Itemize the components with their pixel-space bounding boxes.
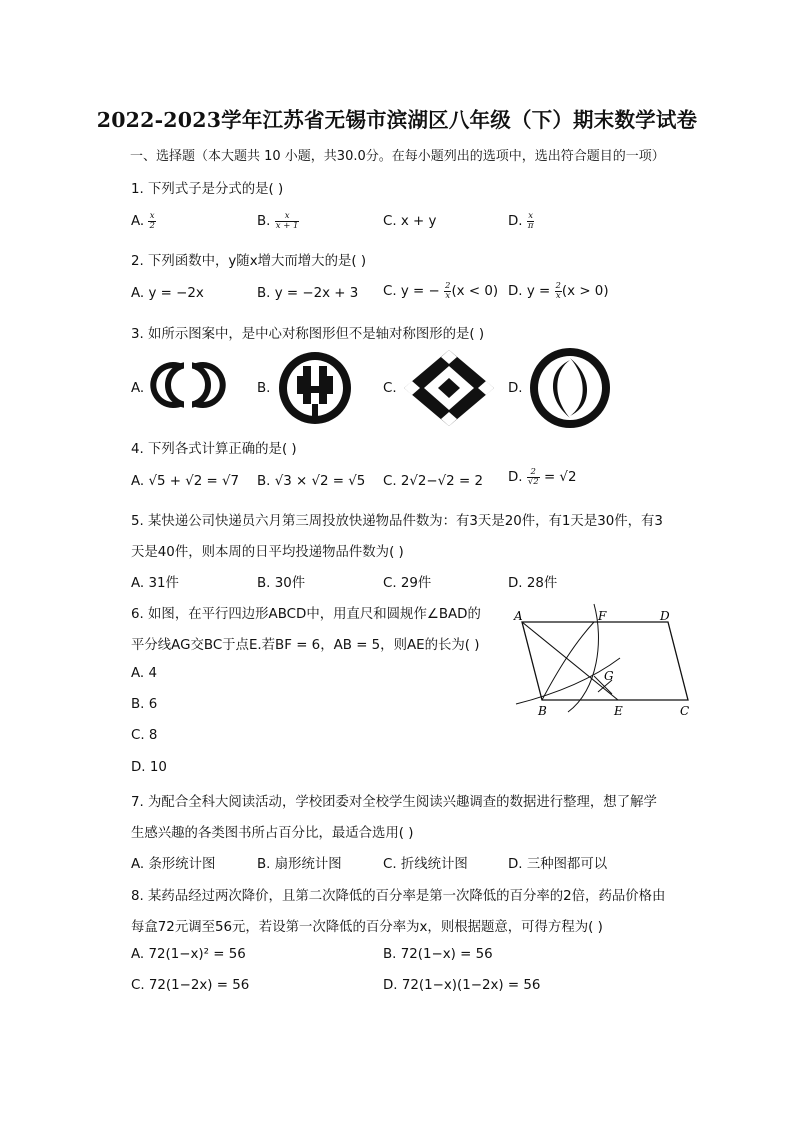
q4-d-fraction: $\frac{2}{√2}$	[527, 467, 539, 487]
q4-option-c[interactable]: C. 2√2−√2 = 2	[383, 474, 483, 489]
q6-option-d[interactable]: D. 10	[131, 760, 167, 775]
parallelogram-figure	[508, 600, 698, 722]
q1-option-a[interactable]	[131, 212, 156, 230]
q1-b-label: B.	[257, 214, 271, 229]
q6-option-a[interactable]: A. 4	[131, 666, 157, 681]
q2-c-domain: (x < 0)	[451, 284, 499, 299]
q2-c-lhs: C. y = −	[383, 284, 440, 299]
fig-label-b: B	[538, 704, 547, 718]
q8-option-d[interactable]: D. 72(1−x)(1−2x) = 56	[383, 978, 541, 993]
q7-option-d[interactable]: D. 三种图都可以	[508, 857, 608, 872]
fig-label-f: F	[598, 609, 607, 623]
q3-option-b-label[interactable]: B.	[257, 381, 271, 396]
q2-option-b[interactable]: B. y = −2x + 3	[257, 286, 359, 301]
q1-a-fraction: $\frac{x}{2}$	[149, 211, 155, 231]
fig-label-g: G	[604, 669, 614, 683]
q5-option-c[interactable]: C. 29件	[383, 576, 432, 591]
q2-option-d[interactable]	[508, 282, 609, 300]
q3-stem: 3. 如所示图案中，是中心对称图形但不是轴对称图形的是( )	[131, 327, 485, 342]
q5-option-a[interactable]: A. 31件	[131, 576, 179, 591]
q6-stem-line2: 平分线AG交BC于点E.若BF = 6，AB = 5，则AE的长为( )	[131, 638, 480, 653]
q5-option-b[interactable]: B. 30件	[257, 576, 306, 591]
section-heading: 一、选择题（本大题共 10 小题，共30.0分。在每小题列出的选项中，选出符合题目的一项）	[130, 149, 665, 164]
swirl-circle-logo-image	[528, 346, 612, 430]
q3-option-c-label[interactable]: C.	[383, 381, 397, 396]
q8-stem-line2: 每盒72元调至56元，若设第一次降低的百分率为x，则根据题意，可得方程为( )	[131, 920, 603, 935]
q2-d-domain: (x > 0)	[561, 284, 609, 299]
q2-option-c[interactable]	[383, 282, 498, 300]
q1-option-c[interactable]: C. x + y	[383, 214, 437, 229]
fig-label-a: A	[514, 609, 523, 623]
q5-option-d[interactable]: D. 28件	[508, 576, 558, 591]
q7-option-a[interactable]: A. 条形统计图	[131, 857, 216, 872]
q4-stem: 4. 下列各式计算正确的是( )	[131, 442, 297, 457]
q5-stem-line1: 5. 某快递公司快递员六月第三周投放快递物品件数为：有3天是20件，有1天是30件，有3	[131, 514, 663, 529]
q7-option-b[interactable]: B. 扇形统计图	[257, 857, 342, 872]
q3-option-d-label[interactable]: D.	[508, 381, 523, 396]
q6-option-b[interactable]: B. 6	[131, 697, 158, 712]
q2-stem: 2. 下列函数中，y随x增大而增大的是( )	[131, 254, 367, 269]
q8-option-c[interactable]: C. 72(1−2x) = 56	[131, 978, 250, 993]
fig-label-c: C	[680, 704, 690, 718]
circle-coin-logo-image	[275, 348, 355, 428]
q8-stem-line1: 8. 某药品经过两次降价，且第二次降低的百分率是第一次降低的百分率的2倍，药品价格由	[131, 889, 666, 904]
double-c-logo-image	[150, 355, 226, 415]
q2-d-fraction: $\frac{2}{x}$	[555, 281, 561, 301]
q7-option-c[interactable]: C. 折线统计图	[383, 857, 468, 872]
q7-stem-line2: 生感兴趣的各类图书所占百分比，最适合选用( )	[131, 826, 414, 841]
q1-a-label: A.	[131, 214, 145, 229]
q5-stem-line2: 天是40件，则本周的日平均投递物品件数为( )	[131, 545, 404, 560]
q2-c-fraction: $\frac{2}{x}$	[445, 281, 451, 301]
fig-label-d: D	[660, 609, 670, 623]
q1-d-fraction: $\frac{x}{\pi}$	[527, 211, 534, 231]
q8-option-b[interactable]: B. 72(1−x) = 56	[383, 947, 493, 962]
q1-stem: 1. 下列式子是分式的是( )	[131, 182, 284, 197]
q3-option-a-label[interactable]: A.	[131, 381, 145, 396]
q7-stem-line1: 7. 为配合全科大阅读活动，学校团委对全校学生阅读兴趣调查的数据进行整理，想了解学	[131, 795, 657, 810]
diamond-logo-image	[402, 348, 496, 428]
q4-d-label: D.	[508, 470, 523, 485]
q8-option-a[interactable]: A. 72(1−x)² = 56	[131, 947, 246, 962]
q6-option-c[interactable]: C. 8	[131, 728, 158, 743]
exam-title: 2022-2023学年江苏省无锡市滨湖区八年级（下）期末数学试卷	[96, 108, 698, 132]
q6-stem-line1: 6. 如图，在平行四边形ABCD中，用直尺和圆规作∠BAD的	[131, 607, 481, 622]
q4-option-b[interactable]: B. √3 × √2 = √5	[257, 474, 366, 489]
q1-option-d[interactable]	[508, 212, 534, 230]
q1-b-fraction: $\frac{x}{x + 1}$	[275, 211, 299, 231]
q4-d-rhs: = √2	[543, 470, 577, 485]
q2-d-lhs: D. y =	[508, 284, 551, 299]
q2-option-a[interactable]: A. y = −2x	[131, 286, 204, 301]
q1-option-b[interactable]	[257, 212, 299, 230]
q1-d-label: D.	[508, 214, 523, 229]
fig-label-e: E	[614, 704, 623, 718]
q4-option-d[interactable]	[508, 468, 576, 486]
q4-option-a[interactable]: A. √5 + √2 = √7	[131, 474, 240, 489]
